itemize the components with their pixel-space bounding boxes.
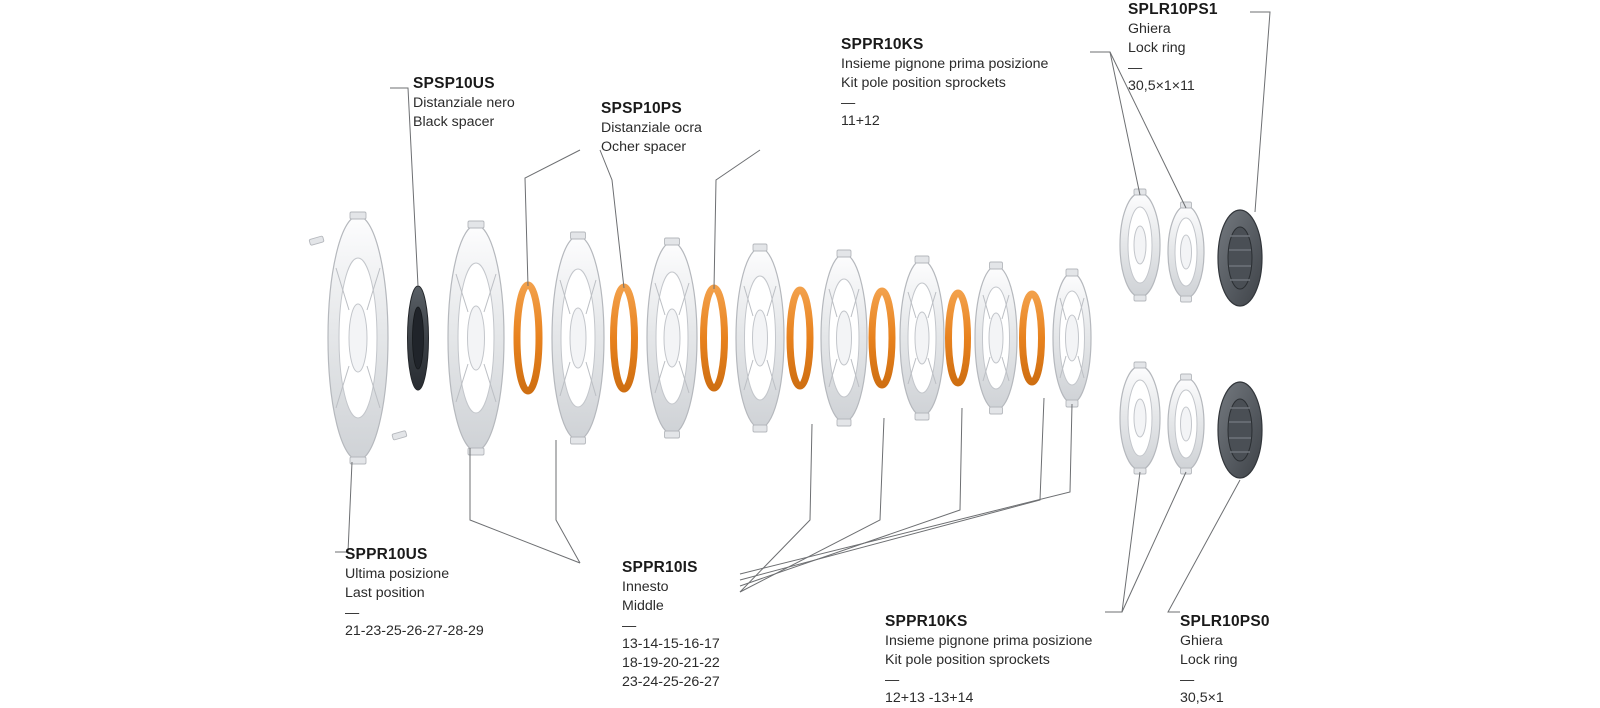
- separator-dash: —: [622, 617, 637, 634]
- part-code: SPSP10US: [413, 75, 495, 92]
- sprocket: [900, 256, 944, 420]
- sprocket: [821, 250, 867, 426]
- sprocket: [647, 238, 697, 438]
- part-spec: 18-19-20-21-22: [622, 654, 720, 671]
- spacer-ocher: [949, 293, 968, 383]
- callout-spsp10us: [413, 74, 515, 132]
- callout-splr10ps1: [1128, 0, 1218, 96]
- part-name-it: Ghiera: [1128, 21, 1171, 38]
- part-spec: 12+13 -13+14: [885, 690, 974, 707]
- sprocket: [975, 262, 1017, 414]
- part-name-en: Lock ring: [1128, 40, 1186, 57]
- sprocket: [736, 244, 784, 432]
- separator-dash: —: [1128, 59, 1143, 76]
- separator-dash: —: [885, 671, 900, 688]
- sprocket-small: [1053, 269, 1091, 407]
- spacer-ocher: [1023, 294, 1042, 382]
- part-spec: 23-24-25-26-27: [622, 673, 720, 690]
- pole-position-kit-bottom: [1120, 362, 1262, 478]
- part-code: SPPR10KS: [885, 613, 968, 630]
- part-spec: 30,5×1: [1180, 690, 1224, 707]
- part-name-it: Innesto: [622, 579, 669, 596]
- spacer-ocher: [872, 291, 892, 385]
- lock-ring-top: [1218, 210, 1262, 306]
- separator-dash: —: [841, 94, 856, 111]
- part-code: SPSP10PS: [601, 100, 682, 117]
- spacer-ocher: [704, 288, 725, 388]
- part-spec: 13-14-15-16-17: [622, 636, 720, 653]
- callout-sppr10us: [345, 545, 484, 641]
- part-name-en: Kit pole position sprockets: [885, 652, 1050, 669]
- part-code: SPPR10US: [345, 546, 428, 563]
- callout-sppr10ks-bottom: [885, 612, 1092, 708]
- part-code: SPPR10KS: [841, 36, 924, 53]
- part-code: SPLR10PS1: [1128, 1, 1218, 18]
- sprocket-large: [309, 212, 407, 464]
- callout-spsp10ps: [601, 99, 702, 157]
- part-spec: 30,5×1×11: [1128, 78, 1195, 95]
- sprocket: [448, 221, 504, 455]
- callout-sppr10ks-top: [841, 35, 1048, 131]
- sprocket: [552, 232, 604, 444]
- part-name-it: Distanziale nero: [413, 95, 515, 112]
- part-name-it: Ultima posizione: [345, 566, 450, 583]
- part-spec: 21-23-25-26-27-28-29: [345, 623, 484, 640]
- callout-sppr10is: [622, 558, 720, 691]
- separator-dash: —: [345, 604, 360, 621]
- part-spec: 11+12: [841, 113, 880, 130]
- part-name-it: Insieme pignone prima posizione: [885, 633, 1093, 650]
- spacer-ocher: [614, 287, 635, 389]
- spacer-ocher: [517, 285, 539, 391]
- part-code: SPLR10PS0: [1180, 613, 1270, 630]
- part-code: SPPR10IS: [622, 559, 698, 576]
- part-name-en: Black spacer: [413, 114, 495, 131]
- part-name-en: Ocher spacer: [601, 139, 687, 156]
- separator-dash: —: [1180, 671, 1195, 688]
- part-name-en: Lock ring: [1180, 652, 1238, 669]
- lock-ring-bottom: [1218, 382, 1262, 478]
- part-name-en: Middle: [622, 598, 664, 615]
- spacer-black: [408, 286, 429, 390]
- part-name-it: Insieme pignone prima posizione: [841, 56, 1049, 73]
- part-name-en: Last position: [345, 585, 425, 602]
- part-name-it: Distanziale ocra: [601, 120, 702, 137]
- part-name-it: Ghiera: [1180, 633, 1223, 650]
- part-name-en: Kit pole position sprockets: [841, 75, 1006, 92]
- callout-splr10ps0: [1180, 612, 1270, 708]
- pole-position-kit-top: [1120, 189, 1262, 306]
- spacer-ocher: [790, 290, 810, 386]
